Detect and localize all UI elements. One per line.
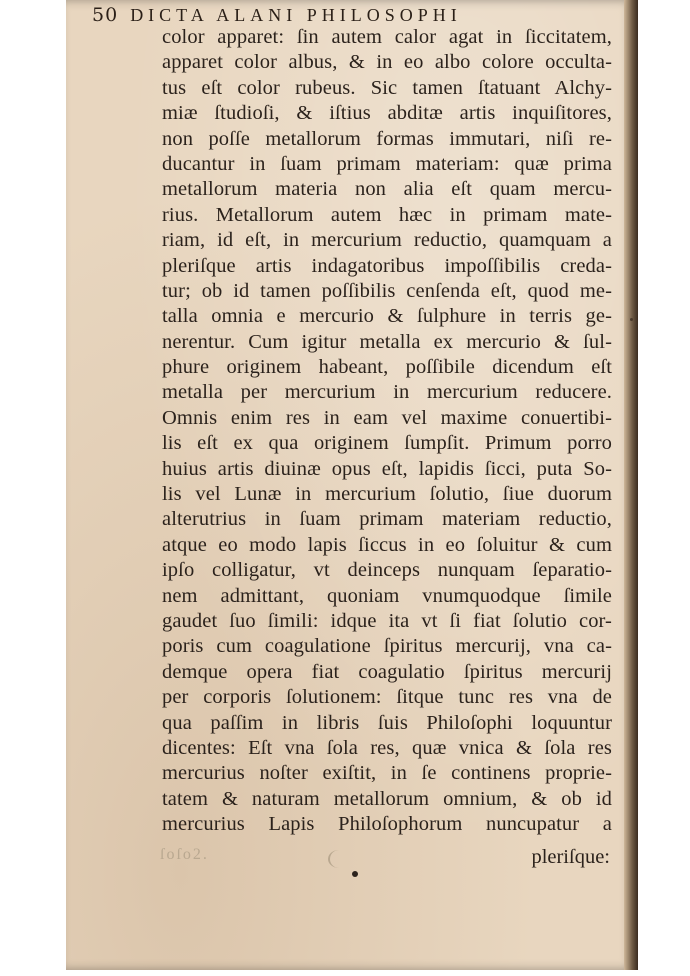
text-line: lis eſt ex qua originem ſumpſit. Primum porro xyxy=(162,432,612,455)
running-head: DICTA ALANI PHILOSOPHI xyxy=(130,5,462,25)
page-gutter-shadow xyxy=(624,0,638,970)
text-line: gaudet ſuo ſimili: idque ita vt ſi fiat ſolutio cor- xyxy=(162,609,612,632)
text-line: nem admittant, quoniam vnumquodque ſimile xyxy=(162,584,612,607)
text-line: talla omnia e mercurio & ſulphure in terris ge- xyxy=(162,305,612,328)
text-line: riam, id eſt, in mercurium reductio, quamquam a xyxy=(162,229,612,252)
text-line: dicentes: Eſt vna ſola res, quæ vnica & ſola res xyxy=(162,736,612,759)
text-line: atque eo modo lapis ſiccus in eo ſoluitur & cum xyxy=(162,533,612,556)
signature-mark: ſoſo2. xyxy=(160,846,209,863)
text-line: miæ ſtudioſi, & iſtius abditæ artis inquiſitores, xyxy=(162,102,612,125)
text-line: lis vel Lunæ in mercurium ſolutio, ſiue duorum xyxy=(162,483,612,506)
text-line: alterutrius in ſuam primam materiam reductio, xyxy=(162,508,612,531)
text-line: huius artis diuinæ opus eſt, lapidis ſicci, puta So- xyxy=(162,457,612,480)
ink-blot xyxy=(352,871,358,877)
text-line: tur; ob id tamen poſſibilis cenſenda eſt, quod me- xyxy=(162,279,612,302)
text-line: Omnis enim res in eam vel maxime conuertibi- xyxy=(162,406,612,429)
text-line: mercurius noſter exiſtit, in ſe continens proprie- xyxy=(162,762,612,785)
text-line: qua paſſim in libris ſuis Philoſophi loquuntur xyxy=(162,711,612,734)
text-line: tus eſt color rubeus. Sic tamen ſtatuant Alchy- xyxy=(162,76,612,99)
text-line: apparet color albus, & in eo albo colore occulta- xyxy=(162,51,612,74)
text-line: poris cum coagulatione ſpiritus mercurij, vna ca- xyxy=(162,635,612,658)
text-line: tatem & naturam metallorum omnium, & ob id xyxy=(162,787,612,810)
page-footer xyxy=(160,846,610,872)
text-line: non poſſe metallorum formas immutari, niſi re- xyxy=(162,127,612,150)
text-line: ducantur in ſuam primam materiam: quæ prima xyxy=(162,152,612,175)
text-line: rius. Metallorum autem hæc in primam mate- xyxy=(162,203,612,226)
text-line: phure originem habeant, poſſibile dicendum eſt xyxy=(162,356,612,379)
catchword: pleriſque: xyxy=(531,846,610,868)
text-line: mercurius Lapis Philoſophorum nuncupatur a xyxy=(162,813,612,836)
text-line: nerentur. Cum igitur metalla ex mercurio & ſul- xyxy=(162,330,612,353)
ink-speck xyxy=(630,318,633,321)
page-number: 50 xyxy=(92,4,119,26)
text-line: ipſo colligatur, vt deinceps nunquam ſeparatio- xyxy=(162,559,612,582)
body-text xyxy=(162,25,612,838)
text-line: color apparet: ſin autem calor agat in ſiccitatem, xyxy=(162,26,612,48)
text-line: demque opera fiat coagulatio ſpiritus mercurij xyxy=(162,660,612,683)
text-line: metallorum materia non alia eſt quam mercu- xyxy=(162,178,612,201)
text-line: pleriſque artis indagatoribus impoſſibilis creda- xyxy=(162,254,612,277)
text-line: per corporis ſolutionem: ſitque tunc res vna de xyxy=(162,686,612,709)
text-line: metalla per mercurium in mercurium reducere. xyxy=(162,381,612,404)
bleed-through-mark xyxy=(328,850,350,868)
